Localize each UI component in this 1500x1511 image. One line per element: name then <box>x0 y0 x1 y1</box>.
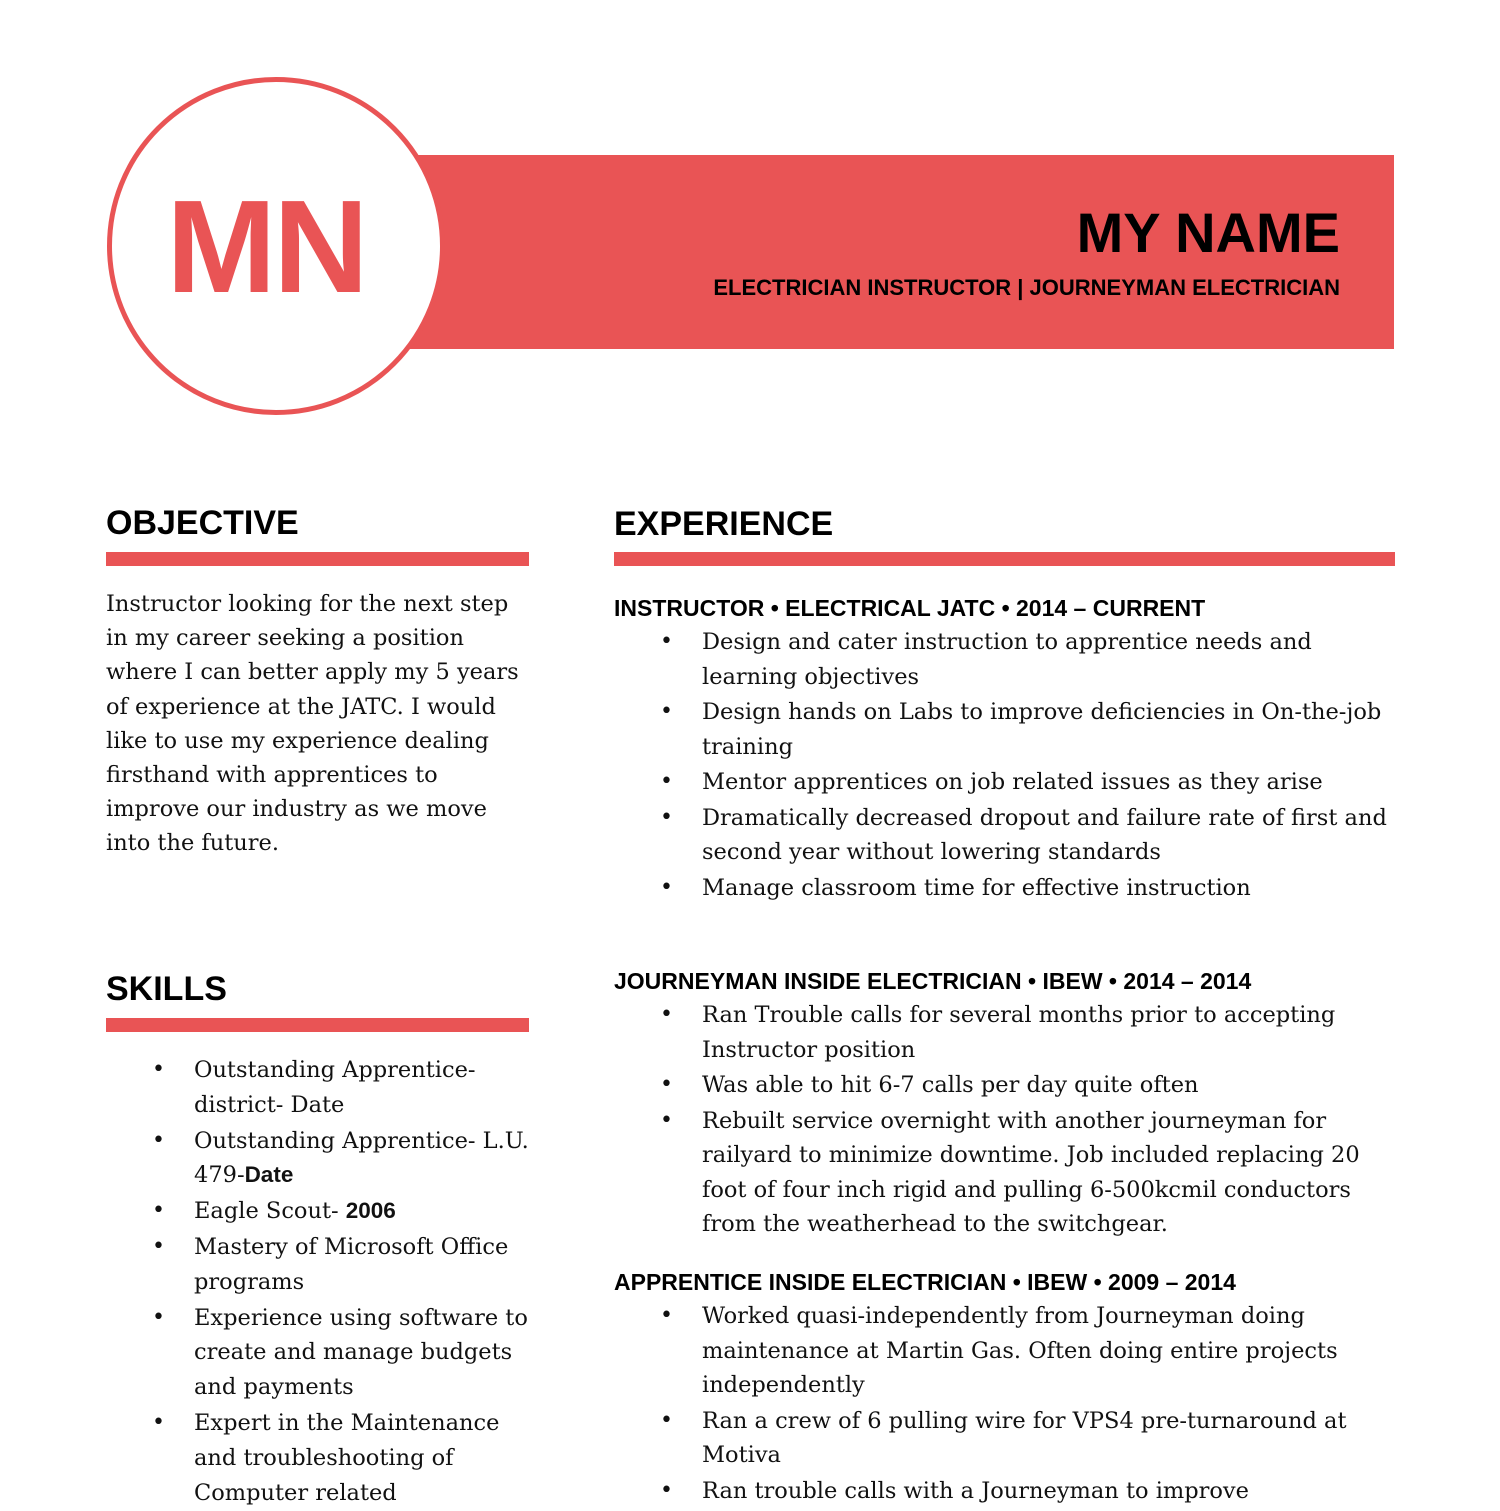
monogram-initials: MN <box>166 173 366 320</box>
job-bullets <box>614 1299 1404 1508</box>
bullet-icon: • <box>660 699 673 724</box>
experience-heading: EXPERIENCE <box>614 505 834 543</box>
bullet-icon: • <box>660 1002 673 1027</box>
list-item: • Mentor apprentices on job related issues as they arise <box>614 765 1404 800</box>
experience-rule <box>614 552 1395 566</box>
bullet-icon: • <box>660 804 673 830</box>
bullet-icon: • <box>660 769 673 794</box>
list-item: • Eagle Scout- 2006 <box>106 1194 536 1229</box>
list-item: • Ran a crew of 6 pulling wire for VPS4 pre-turnaround at Motiva <box>614 1404 1404 1473</box>
skills-list <box>106 1053 536 1510</box>
job-title: APPRENTICE INSIDE ELECTRICIAN • IBEW • 2009 – 2014 <box>614 1269 1236 1295</box>
bullet-icon: • <box>152 1127 165 1153</box>
bullet-icon: • <box>152 1233 165 1259</box>
job-bullets <box>614 998 1404 1242</box>
bullet-icon: • <box>152 1198 165 1224</box>
job-title: INSTRUCTOR • ELECTRICAL JATC • 2014 – CURRENT <box>614 595 1206 621</box>
list-item: • Manage classroom time for effective instruction <box>614 871 1404 906</box>
job-entry <box>614 1267 1404 1509</box>
list-item: • Ran trouble calls with a Journeyman to improve <box>614 1474 1404 1509</box>
list-item: • Worked quasi-independently from Journeyman doing maintenance at Martin Gas. Often doing entire projects independently <box>614 1299 1404 1403</box>
list-item: • Design and cater instruction to apprentice needs and learning objectives <box>614 625 1404 694</box>
list-item: • Outstanding Apprentice- district- Date <box>106 1053 536 1123</box>
job-bullets <box>614 625 1404 905</box>
list-item: • Rebuilt service overnight with another journeyman for railyard to minimize downtime. Job included replacing 20 foot of four inch rigid and pulling 6-500kcmil conductors from the weatherhead to the switchgear. <box>614 1104 1404 1242</box>
bullet-icon: • <box>660 1477 673 1503</box>
bullet-icon: • <box>152 1304 165 1330</box>
bullet-icon: • <box>152 1057 165 1082</box>
list-item: • Design hands on Labs to improve deficiencies in On-the-job training <box>614 695 1404 764</box>
monogram-circle <box>107 77 445 415</box>
objective-section <box>106 587 536 861</box>
skills-section <box>106 1053 536 1511</box>
job-entry <box>614 966 1404 1243</box>
bullet-icon: • <box>152 1409 165 1435</box>
skills-heading: SKILLS <box>106 970 227 1008</box>
objective-heading: OBJECTIVE <box>106 504 299 542</box>
list-item: • Experience using software to create and manage budgets and payments <box>106 1301 536 1405</box>
objective-text: Instructor looking for the next step in my career seeking a position where I can better apply my 5 years of experience at the JATC. I would like to use my experience dealing firsthand with apprentices to improve our industry as we move into the future. <box>106 591 519 857</box>
list-item: • Expert in the Maintenance and troubleshooting of Computer related <box>106 1406 536 1510</box>
job-entry <box>614 593 1404 906</box>
job-title: JOURNEYMAN INSIDE ELECTRICIAN • IBEW • 2014 – 2014 <box>614 968 1252 994</box>
person-name: MY NAME <box>1076 201 1340 264</box>
bullet-icon: • <box>660 629 673 654</box>
bullet-icon: • <box>660 1107 673 1133</box>
list-item: • Was able to hit 6-7 calls per day quite often <box>614 1068 1404 1103</box>
job-subtitle: ELECTRICIAN INSTRUCTOR | JOURNEYMAN ELECTRICIAN <box>713 275 1340 300</box>
skills-rule <box>106 1018 529 1032</box>
bullet-icon: • <box>660 874 673 900</box>
bullet-icon: • <box>660 1407 673 1433</box>
list-item: • Dramatically decreased dropout and failure rate of first and second year without lowering standards <box>614 801 1404 870</box>
objective-rule <box>106 552 529 566</box>
list-item: • Outstanding Apprentice- L.U. 479-Date <box>106 1124 536 1194</box>
list-item: • Ran Trouble calls for several months prior to accepting Instructor position <box>614 998 1404 1067</box>
list-item: • Mastery of Microsoft Office programs <box>106 1230 536 1300</box>
bullet-icon: • <box>660 1303 673 1328</box>
bullet-icon: • <box>660 1072 673 1097</box>
